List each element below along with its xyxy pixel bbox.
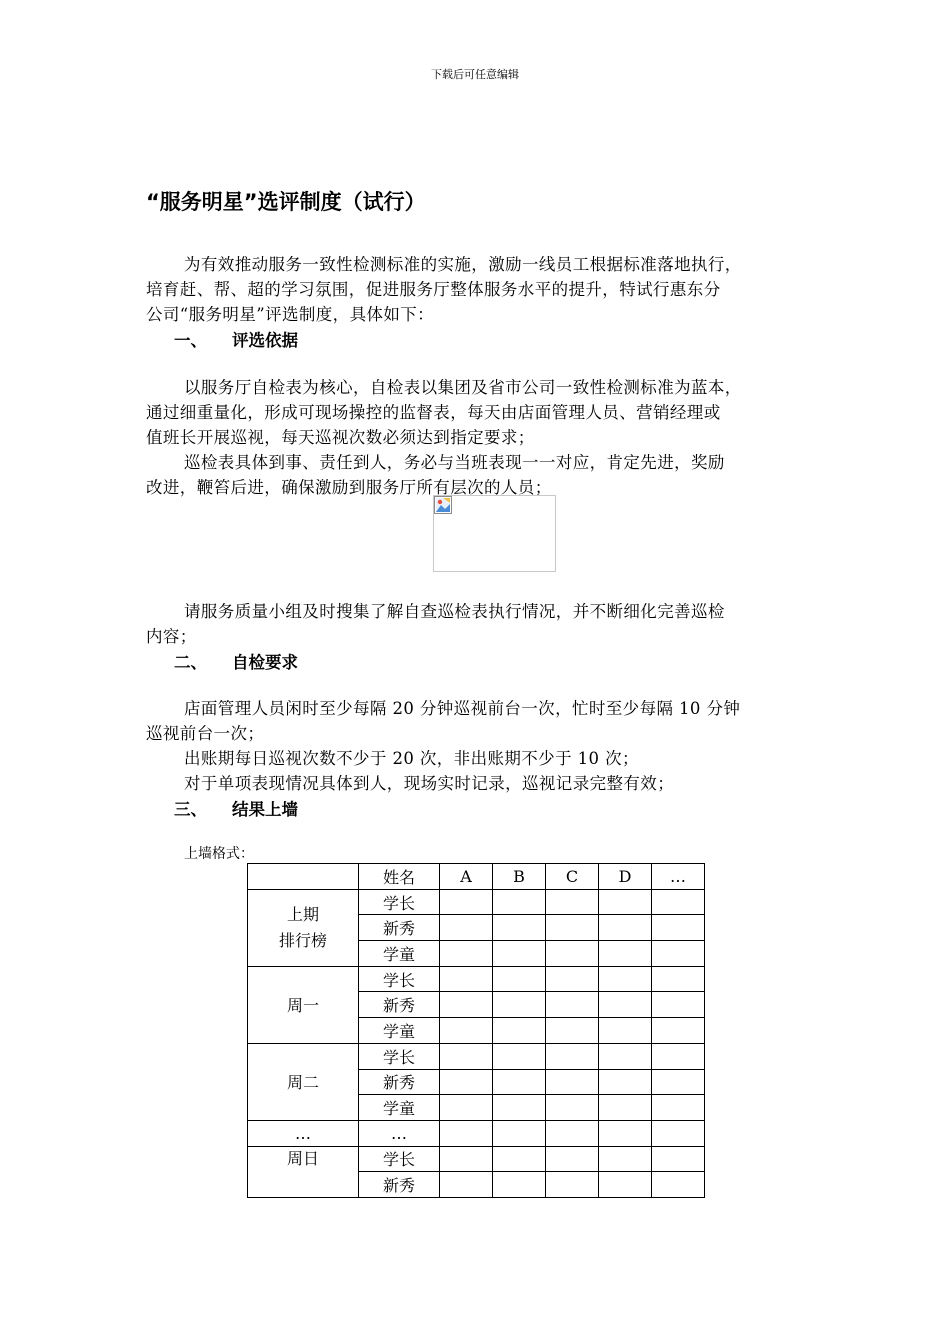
section2-line-2: 巡视前台一次；	[146, 724, 265, 743]
table-row	[248, 1120, 705, 1146]
role-cell: 学童	[359, 941, 440, 967]
section-heading-3	[174, 796, 298, 820]
intro-line-1: 为有效推动服务一致性检测标准的实施，激励一线员工根据标准落地执行，	[184, 255, 742, 274]
section1-after-line-1: 请服务质量小组及时搜集了解自查巡检表执行情况，并不断细化完善巡检	[184, 602, 725, 621]
score-cell	[652, 1146, 705, 1172]
score-cell	[493, 1095, 546, 1121]
score-cell	[599, 1146, 652, 1172]
score-cell	[546, 941, 599, 967]
score-cell	[546, 1095, 599, 1121]
page-header: 下载后可任意编辑	[431, 68, 519, 81]
role-cell: 学长	[359, 889, 440, 915]
ranking-table	[247, 863, 705, 1198]
score-cell	[440, 941, 493, 967]
score-cell	[440, 889, 493, 915]
role-cell: 新秀	[359, 1172, 440, 1198]
table-header-cell	[248, 864, 359, 890]
role-cell: 新秀	[359, 915, 440, 941]
score-cell	[440, 1069, 493, 1095]
group-label: …	[248, 1120, 359, 1146]
score-cell	[546, 915, 599, 941]
score-cell	[546, 992, 599, 1018]
score-cell	[599, 889, 652, 915]
group-label: 周一	[248, 966, 359, 1043]
score-cell	[652, 1043, 705, 1069]
score-cell	[493, 1018, 546, 1044]
role-cell: 学长	[359, 1043, 440, 1069]
broken-image-icon	[434, 496, 452, 514]
score-cell	[493, 915, 546, 941]
score-cell	[599, 992, 652, 1018]
score-cell	[652, 915, 705, 941]
group-label: 周二	[248, 1043, 359, 1120]
score-cell	[546, 1146, 599, 1172]
section1-line-4: 巡检表具体到事、责任到人，务必与当班表现一一对应，肯定先进，奖励	[184, 453, 725, 472]
section-number: 一、	[174, 331, 207, 350]
section-heading-2	[174, 649, 298, 673]
role-cell: 学童	[359, 1018, 440, 1044]
section2-line-4: 对于单项表现情况具体到人，现场实时记录，巡视记录完整有效；	[184, 774, 675, 793]
score-cell	[546, 966, 599, 992]
score-cell	[599, 1069, 652, 1095]
score-cell	[599, 1095, 652, 1121]
score-cell	[599, 941, 652, 967]
score-cell	[440, 1095, 493, 1121]
role-cell: …	[359, 1120, 440, 1146]
section2-line-3: 出账期每日巡视次数不少于 20 次，非出账期不少于 10 次；	[184, 749, 639, 768]
image-placeholder	[433, 495, 556, 572]
score-cell	[440, 966, 493, 992]
table-header-cell: …	[652, 864, 705, 890]
section-number: 三、	[174, 800, 207, 819]
intro-line-2: 培育赶、帮、超的学习氛围，促进服务厅整体服务水平的提升，特试行惠东分	[146, 280, 721, 299]
score-cell	[599, 1043, 652, 1069]
role-cell: 学长	[359, 1146, 440, 1172]
table-header-cell: 姓名	[359, 864, 440, 890]
section-title: 自检要求	[232, 653, 298, 672]
table-row	[248, 1146, 705, 1172]
score-cell	[546, 1172, 599, 1198]
score-cell	[493, 1120, 546, 1146]
score-cell	[440, 1018, 493, 1044]
score-cell	[652, 1172, 705, 1198]
table-header-cell: C	[546, 864, 599, 890]
score-cell	[546, 889, 599, 915]
score-cell	[652, 1018, 705, 1044]
score-cell	[493, 889, 546, 915]
score-cell	[493, 941, 546, 967]
score-cell	[652, 966, 705, 992]
score-cell	[652, 1069, 705, 1095]
score-cell	[440, 1172, 493, 1198]
section-title: 结果上墙	[232, 800, 298, 819]
table-row	[248, 889, 705, 915]
section1-after-line-2: 内容；	[146, 627, 197, 646]
role-cell: 新秀	[359, 992, 440, 1018]
score-cell	[546, 1069, 599, 1095]
table-header-cell: D	[599, 864, 652, 890]
document-title: “服务明星”选评制度（试行）	[146, 190, 426, 214]
table-header-cell: B	[493, 864, 546, 890]
score-cell	[440, 992, 493, 1018]
score-cell	[493, 992, 546, 1018]
score-cell	[546, 1018, 599, 1044]
score-cell	[599, 1172, 652, 1198]
group-label-line: 排行榜	[278, 930, 327, 950]
group-label: 周日	[248, 1146, 359, 1197]
score-cell	[440, 1043, 493, 1069]
score-cell	[546, 1043, 599, 1069]
score-cell	[652, 1095, 705, 1121]
table-caption: 上墙格式：	[184, 846, 254, 862]
group-label	[248, 889, 359, 966]
role-cell: 新秀	[359, 1069, 440, 1095]
section-number: 二、	[174, 653, 207, 672]
table-header-cell: A	[440, 864, 493, 890]
score-cell	[652, 992, 705, 1018]
section1-line-2: 通过细重量化，形成可现场操控的监督表，每天由店面管理人员、营销经理或	[146, 403, 721, 422]
section2-line-1: 店面管理人员闲时至少每隔 20 分钟巡视前台一次，忙时至少每隔 10 分钟	[184, 699, 741, 718]
score-cell	[546, 1120, 599, 1146]
table-row	[248, 1043, 705, 1069]
score-cell	[652, 1120, 705, 1146]
table-header-row	[248, 864, 705, 890]
score-cell	[652, 889, 705, 915]
score-cell	[493, 1146, 546, 1172]
group-label-line: 上期	[286, 904, 319, 924]
score-cell	[493, 966, 546, 992]
score-cell	[440, 915, 493, 941]
table-row	[248, 966, 705, 992]
score-cell	[599, 1018, 652, 1044]
score-cell	[440, 1120, 493, 1146]
score-cell	[493, 1043, 546, 1069]
score-cell	[440, 1146, 493, 1172]
score-cell	[599, 915, 652, 941]
section-heading-1	[174, 327, 298, 351]
score-cell	[493, 1172, 546, 1198]
score-cell	[599, 1120, 652, 1146]
score-cell	[652, 941, 705, 967]
intro-line-3: 公司“服务明星”评选制度，具体如下：	[146, 305, 435, 324]
role-cell: 学童	[359, 1095, 440, 1121]
score-cell	[493, 1069, 546, 1095]
section-title: 评选依据	[232, 331, 298, 350]
score-cell	[599, 966, 652, 992]
section1-line-5: 改进，鞭笞后进，确保激励到服务厅所有层次的人员；	[146, 478, 552, 497]
section1-line-3: 值班长开展巡视，每天巡视次数必须达到指定要求；	[146, 428, 535, 447]
role-cell: 学长	[359, 966, 440, 992]
section1-line-1: 以服务厅自检表为核心，自检表以集团及省市公司一致性检测标准为蓝本，	[184, 378, 742, 397]
